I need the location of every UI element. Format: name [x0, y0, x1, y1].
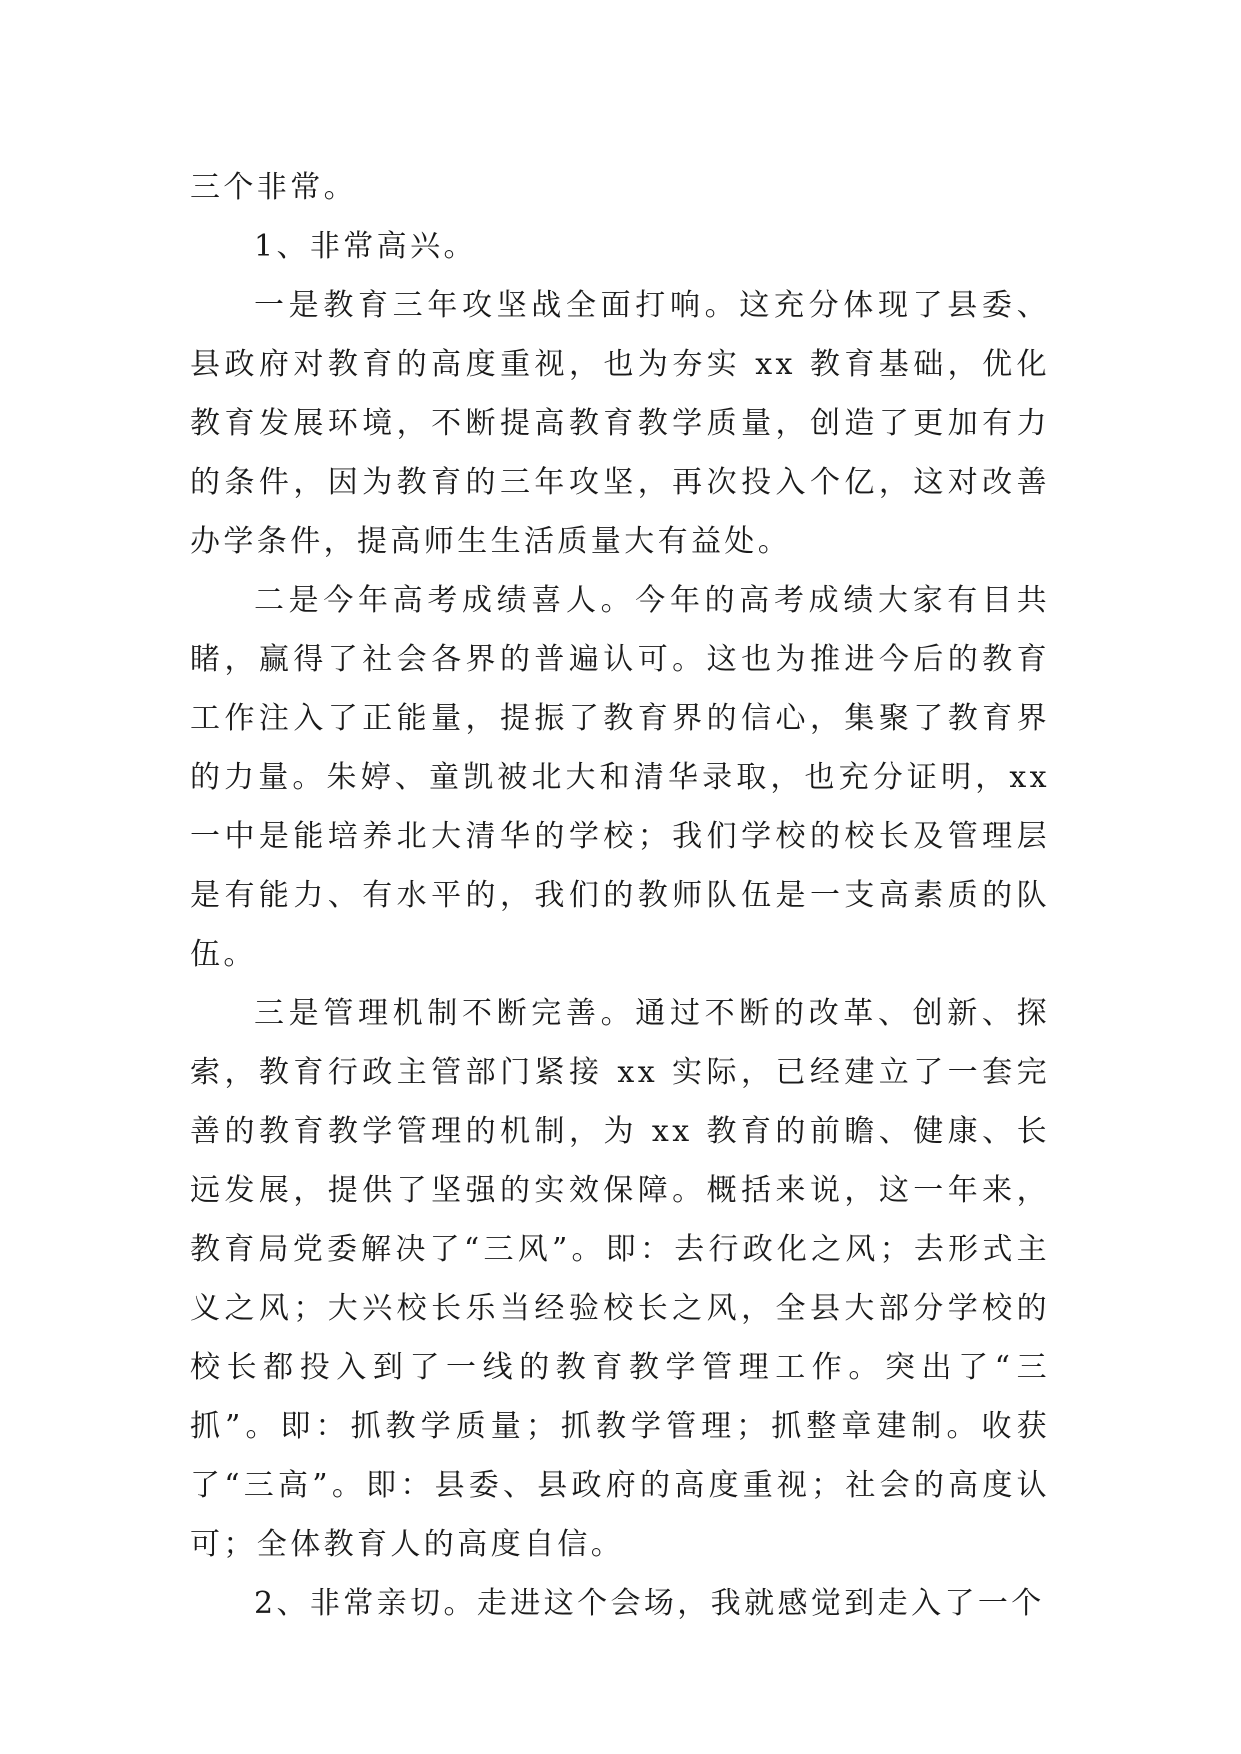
paragraph-heading-2: 2、非常亲切。走进这个会场，我就感觉到走入了一个	[254, 1586, 1045, 1621]
paragraph-point-3: 三是管理机制不断完善。通过不断的改革、创新、探索，教育行政主管部门紧接 xx 实际，已经建立了一套完善的教育教学管理的机制，为 xx 教育的前瞻、健康、长远发展，提供了坚强的实效保障。概括来说，这一年来，教育局党委解决了“三风”。即：去行政化之风；去形式主义之风；大兴校长乐当经验校长之风，全县大部分学校的校长都投入到了一线的教育教学管理工作。突出了“三抓”。即：抓教学质量；抓教学管理；抓整章建制。收获了“三高”。即：县委、县政府的高度重视；社会的高度认可；全体教育人的高度自信。	[190, 996, 1050, 1562]
paragraph-point-2: 二是今年高考成绩喜人。今年的高考成绩大家有目共睹，赢得了社会各界的普遍认可。这也为推进今后的教育工作注入了正能量，提振了教育界的信心，集聚了教育界的力量。朱婷、童凯被北大和清华录取，也充分证明，xx 一中是能培养北大清华的学校；我们学校的校长及管理层是有能力、有水平的，我们的教师队伍是一支高素质的队伍。	[190, 583, 1050, 972]
paragraph-heading-1: 1、非常高兴。	[254, 229, 477, 264]
paragraph-intro: 三个非常。	[190, 170, 357, 205]
paragraph-point-1: 一是教育三年攻坚战全面打响。这充分体现了县委、县政府对教育的高度重视，也为夯实 xx 教育基础，优化教育发展环境，不断提高教育教学质量，创造了更加有力的条件，因为教育的三年攻坚，再次投入个亿，这对改善办学条件，提高师生生活质量大有益处。	[190, 288, 1050, 559]
document-body	[190, 158, 1050, 1633]
